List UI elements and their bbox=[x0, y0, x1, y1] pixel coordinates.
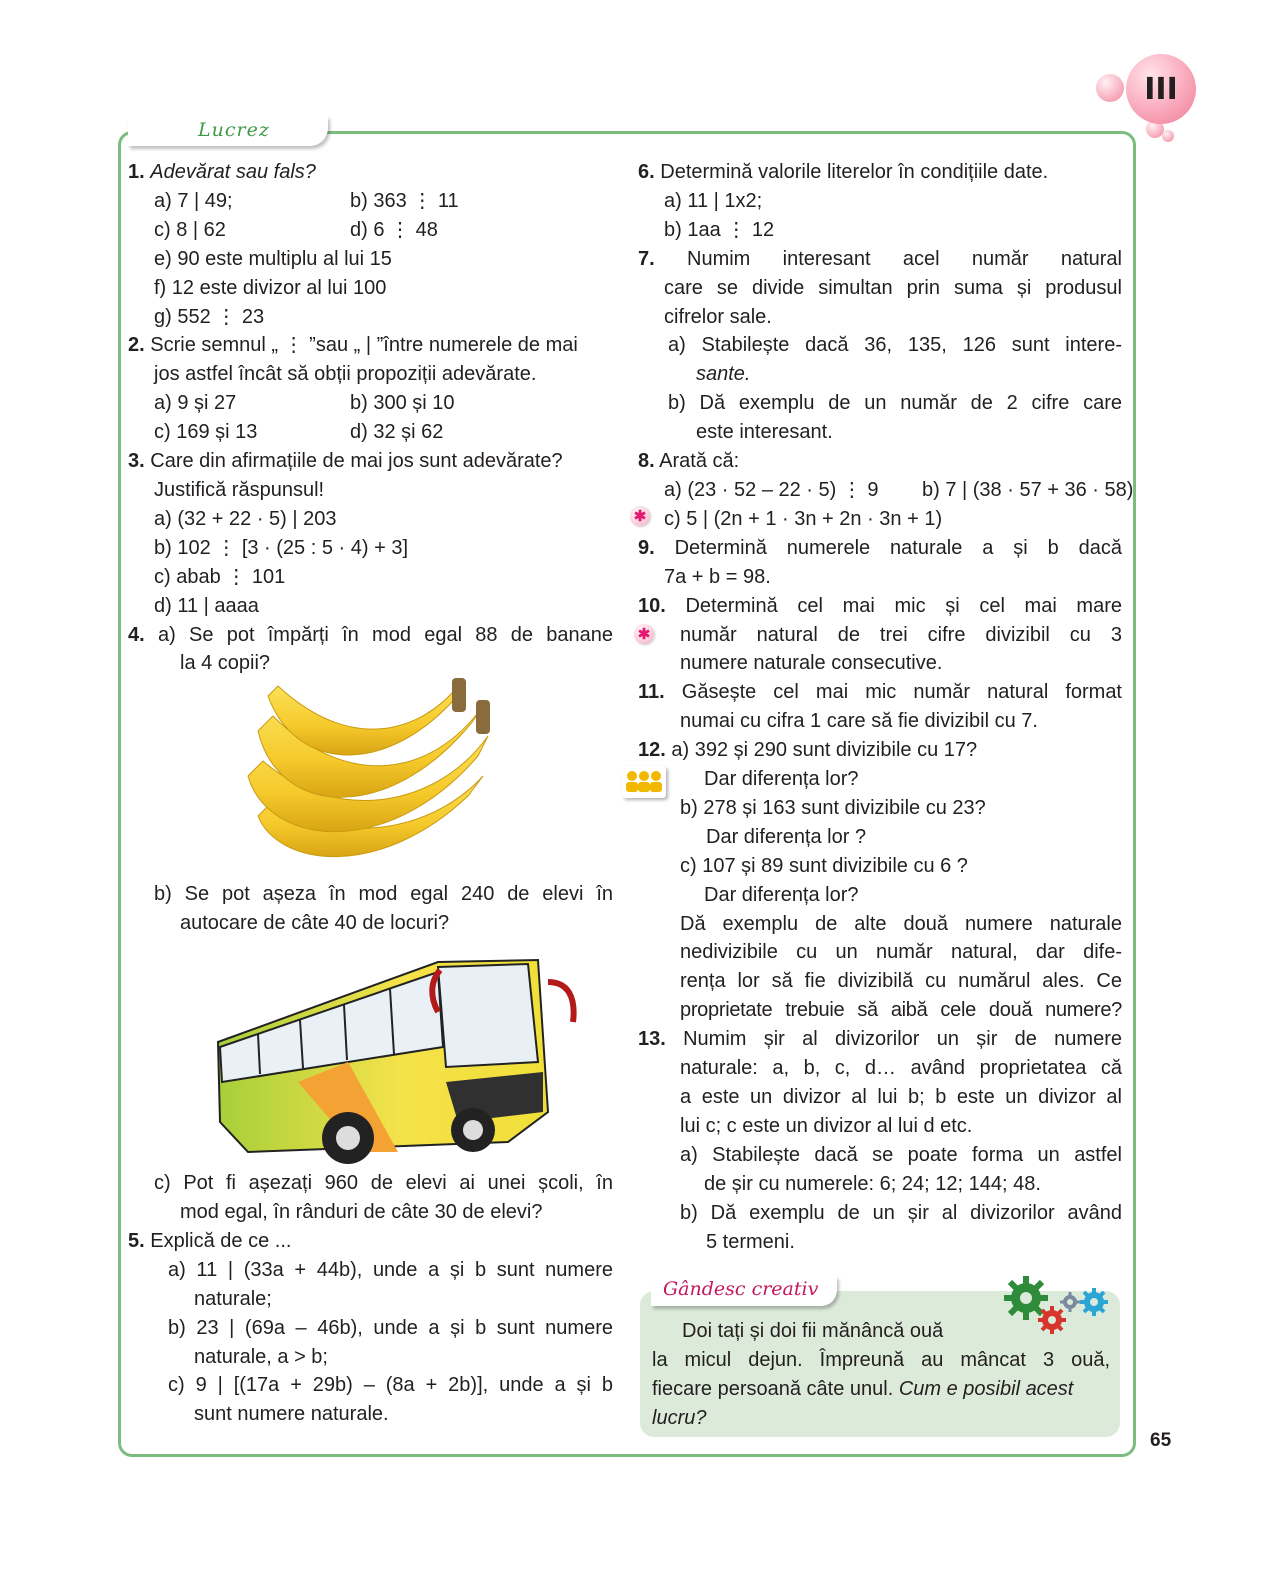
exercise-13-line: a este un divizor al lui b; b este un divizor al bbox=[680, 1086, 1122, 1108]
group-work-icon bbox=[622, 766, 666, 798]
exercise-2-row: c) 169 și 13 d) 32 și 62 bbox=[154, 421, 444, 444]
exercise-4-title: 4. a) Se pot împărți în mod egal 88 de banane bbox=[128, 623, 614, 646]
exercise-3-item: b) 102 ⋮ [3 · (25 : 5 · 4) + 3] bbox=[154, 536, 409, 559]
exercise-3-item: d) 11 | aaaa bbox=[154, 594, 259, 617]
exercise-1-item: e) 90 este multiplu al lui 15 bbox=[154, 247, 392, 270]
exercise-10-line: numere naturale consecutive. bbox=[680, 652, 943, 675]
exercise-6-item: a) 11 | 1x2; bbox=[664, 189, 763, 212]
exercise-5-line: naturale; bbox=[194, 1287, 272, 1310]
creative-line: Doi tați și doi fii mănâncă ouă bbox=[682, 1320, 944, 1342]
right-column bbox=[638, 158, 1134, 1256]
exercise-5-line: b) 23 | (69a – 46b), unde a și b sunt numere bbox=[168, 1316, 613, 1339]
exercise-6-item: b) 1aa ⋮ 12 bbox=[664, 218, 775, 241]
exercise-4-line: autocare de câte 40 de locuri? bbox=[180, 912, 450, 935]
exercise-11-line: numai cu cifra 1 care să fie divizibil cu 7. bbox=[680, 710, 1038, 733]
exercise-5-line: a) 11 | (33a + 44b), unde a și b sunt numere bbox=[168, 1258, 613, 1281]
difficulty-star-icon: ✱ bbox=[630, 506, 650, 526]
creative-line: lucru? bbox=[652, 1407, 707, 1429]
exercise-12-line: Dă exemplu de alte două numere naturale bbox=[680, 912, 1122, 935]
difficulty-star-icon: ✱ bbox=[634, 624, 654, 644]
exercise-5-line: sunt numere naturale. bbox=[194, 1403, 389, 1426]
exercise-12-title: 12. a) 392 și 290 sunt divizibile cu 17? bbox=[638, 739, 978, 762]
exercise-5-line: c) 9 | [(17a + 29b) – (8a + 2b)], unde a și b bbox=[168, 1374, 613, 1397]
exercise-7-item: a) Stabilește dacă 36, 135, 126 sunt intere- bbox=[668, 334, 1122, 357]
exercise-9-line: 7a + b = 98. bbox=[664, 565, 771, 588]
exercise-13-item: de șir cu numerele: 6; 24; 12; 144; 48. bbox=[704, 1172, 1041, 1195]
exercise-4-line: c) Pot fi așezați 960 de elevi ai unei școli, în bbox=[154, 1172, 613, 1195]
banana-illustration bbox=[238, 676, 508, 876]
exercise-2-line: jos astfel încât să obții propoziții adevărate. bbox=[154, 363, 537, 386]
exercise-7-line: care se divide simultan prin suma și produsul bbox=[664, 276, 1122, 299]
exercise-5-title: 5. Explică de ce ... bbox=[128, 1229, 292, 1252]
exercise-4-line: la 4 copii? bbox=[180, 652, 271, 675]
exercise-13-item: b) Dă exemplu de un șir al divizorilor având bbox=[680, 1201, 1122, 1224]
exercise-6-title: 6. Determină valorile literelor în condițiile date. bbox=[638, 161, 1049, 183]
bus-illustration bbox=[208, 952, 598, 1174]
exercise-10-title: 10. Determină cel mai mic și cel mai mare bbox=[638, 594, 1122, 617]
creative-title: Gândesc creativ bbox=[663, 1278, 819, 1300]
exercise-13-item: 5 termeni. bbox=[706, 1230, 795, 1253]
exercise-12-line: Dar diferența lor? bbox=[704, 883, 859, 906]
creative-line: fiecare persoană câte unul. Cum e posibil acest bbox=[652, 1378, 1074, 1400]
exercise-13-line: naturale: a, b, c, d… având proprietatea că bbox=[680, 1057, 1122, 1080]
exercise-1-item: g) 552 ⋮ 23 bbox=[154, 305, 265, 328]
bubble-decoration bbox=[1096, 74, 1124, 102]
exercise-3-item: a) (32 + 22 · 5) | 203 bbox=[154, 507, 337, 530]
exercise-10-line: număr natural de trei cifre divizibil cu 3 bbox=[680, 623, 1122, 646]
chapter-badge bbox=[1126, 54, 1196, 124]
page-number: 65 bbox=[1150, 1430, 1172, 1451]
chapter-number: III bbox=[1144, 71, 1178, 107]
exercise-12-line: rența lor să fie divizibilă cu numărul ales. Ce bbox=[680, 970, 1122, 993]
exercise-1-title: 1. Adevărat sau fals? bbox=[128, 161, 316, 183]
exercise-8-title: 8. Arată că: bbox=[638, 450, 740, 473]
exercise-8-row: a) (23 · 52 – 22 · 5) ⋮ 9 b) 7 | (38 · 57 + 36 · 58) bbox=[664, 478, 1134, 501]
bubble-decoration bbox=[1162, 130, 1174, 142]
exercise-1-row: a) 7 | 49; b) 363 ⋮ 11 bbox=[154, 189, 459, 212]
exercise-9-title: 9. Determină numerele naturale a și b dacă bbox=[638, 536, 1122, 559]
exercise-12-line: b) 278 și 163 sunt divizibile cu 23? bbox=[680, 796, 986, 819]
exercise-12-line: proprietate trebuie să aibă cele două numere? bbox=[680, 999, 1122, 1022]
exercise-3-line: Justifică răspunsul! bbox=[154, 478, 325, 501]
exercise-4-line: b) Se pot așeza în mod egal 240 de elevi în bbox=[154, 883, 613, 906]
exercise-13-title: 13. Numim șir al divizorilor un șir de numere bbox=[638, 1028, 1122, 1051]
section-title: Lucrez bbox=[198, 119, 270, 141]
exercise-12-line: nedivizibile cu un număr natural, dar dife- bbox=[680, 941, 1122, 964]
exercise-12-line: c) 107 și 89 sunt divizibile cu 6 ? bbox=[680, 854, 968, 877]
creative-text bbox=[652, 1317, 1110, 1433]
exercise-3-item: c) abab ⋮ 101 bbox=[154, 565, 286, 588]
exercise-7-title: 7. Numim interesant acel număr natural bbox=[638, 247, 1122, 270]
exercise-13-line: lui c; c este un divizor al lui d etc. bbox=[680, 1114, 973, 1137]
creative-line: la micul dejun. Împreună au mâncat 3 ouă, bbox=[652, 1349, 1110, 1371]
exercise-7-item: este interesant. bbox=[696, 421, 833, 444]
exercise-4-line: mod egal, în rânduri de câte 30 de elevi? bbox=[180, 1201, 543, 1224]
exercise-13-item: a) Stabilește dacă se poate forma un astfel bbox=[680, 1143, 1122, 1166]
exercise-11-title: 11. Găsește cel mai mic număr natural format bbox=[638, 681, 1122, 704]
exercise-8-item: c) 5 | (2n + 1 · 3n + 2n · 3n + 1) bbox=[664, 507, 943, 530]
exercise-7-item: sante. bbox=[696, 363, 751, 386]
exercise-1-item: f) 12 este divizor al lui 100 bbox=[154, 276, 387, 299]
exercise-12-line: Dar diferența lor? bbox=[704, 768, 859, 791]
exercise-12-line: Dar diferența lor ? bbox=[706, 825, 867, 848]
exercise-3-title: 3. Care din afirmațiile de mai jos sunt adevărate? bbox=[128, 450, 563, 473]
exercise-2-title: 2. Scrie semnul „ ⋮ ”sau „ | ”între numerele de mai bbox=[128, 334, 578, 357]
exercise-2-row: a) 9 și 27 b) 300 și 10 bbox=[154, 392, 455, 415]
exercise-7-item: b) Dă exemplu de un număr de 2 cifre care bbox=[668, 392, 1122, 415]
exercise-5-line: naturale, a > b; bbox=[194, 1345, 328, 1368]
exercise-7-line: cifrelor sale. bbox=[664, 305, 772, 328]
exercise-1-row: c) 8 | 62 d) 6 ⋮ 48 bbox=[154, 218, 438, 241]
